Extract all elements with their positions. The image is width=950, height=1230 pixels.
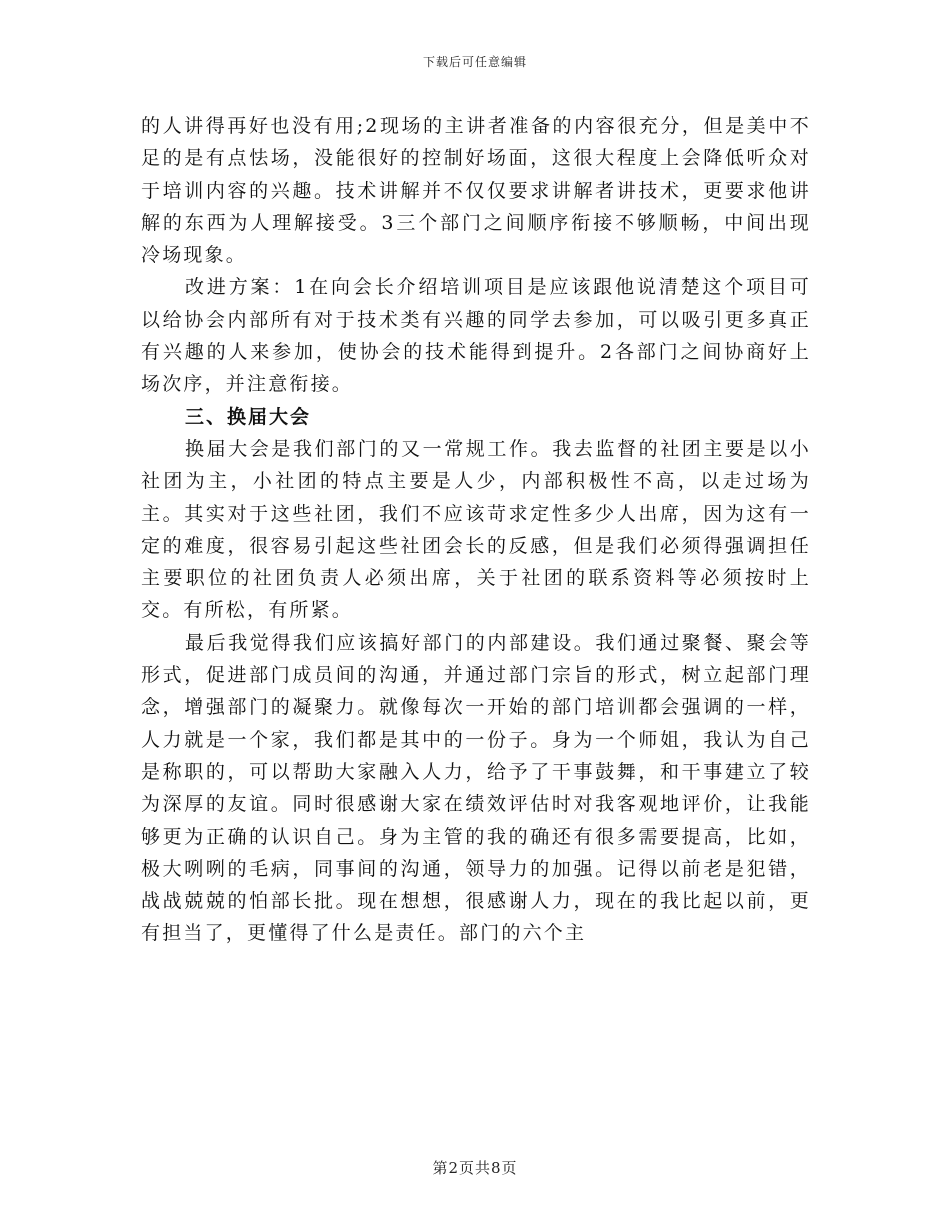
page-number-footer: 第2页共8页	[432, 1159, 518, 1177]
section-heading-election-meeting: 三、换届大会	[185, 405, 312, 428]
paragraph-election-meeting: 换届大会是我们部门的又一常规工作。我去监督的社团主要是以小社团为主，小社团的特点主要是人少，内部积极性不高，以走过场为主。其实对于这些社团，我们不应该苛求定性多少人出席，因为这有一定的难度，很容易引起这些社团会长的反感，但是我们必须得强调担任主要职位的社团负责人必须出席，关于社团的联系资料等必须按时上交。有所松，有所紧。	[141, 437, 811, 622]
paragraph-improvement-plan: 改进方案：1在向会长介绍培训项目是应该跟他说清楚这个项目可以给协会内部所有对于技术类有兴趣的同学去参加，可以吸引更多真正有兴趣的人来参加，使协会的技术能得到提升。2各部门之间协商好上场次序，并注意衔接。	[141, 276, 811, 396]
paragraph-continuation: 的人讲得再好也没有用;2现场的主讲者准备的内容很充分，但是美中不足的是有点怯场，没能很好的控制好场面，这很大程度上会降低听众对于培训内容的兴趣。技术讲解并不仅仅要求讲解者讲技术，更要求他讲解的东西为人理解接受。3三个部门之间顺序衔接不够顺畅，中间出现冷场现象。	[141, 115, 811, 267]
document-body	[141, 110, 811, 950]
paragraph-internal-building: 最后我觉得我们应该搞好部门的内部建设。我们通过聚餐、聚会等形式，促进部门成员间的沟通，并通过部门宗旨的形式，树立起部门理念，增强部门的凝聚力。就像每次一开始的部门培训都会强调的一样，人力就是一个家，我们都是其中的一份子。身为一个师姐，我认为自己是称职的，可以帮助大家融入人力，给予了干事鼓舞，和干事建立了较为深厚的友谊。同时很感谢大家在绩效评估时对我客观地评价，让我能够更为正确的认识自己。身为主管的我的确还有很多需要提高，比如，极大咧咧的毛病，同事间的沟通，领导力的加强。记得以前老是犯错，战战兢兢的怕部长批。现在想想，很感谢人力，现在的我比起以前，更有担当了，更懂得了什么是责任。部门的六个主	[141, 631, 811, 945]
page-header-note: 下载后可任意编辑	[422, 55, 527, 69]
